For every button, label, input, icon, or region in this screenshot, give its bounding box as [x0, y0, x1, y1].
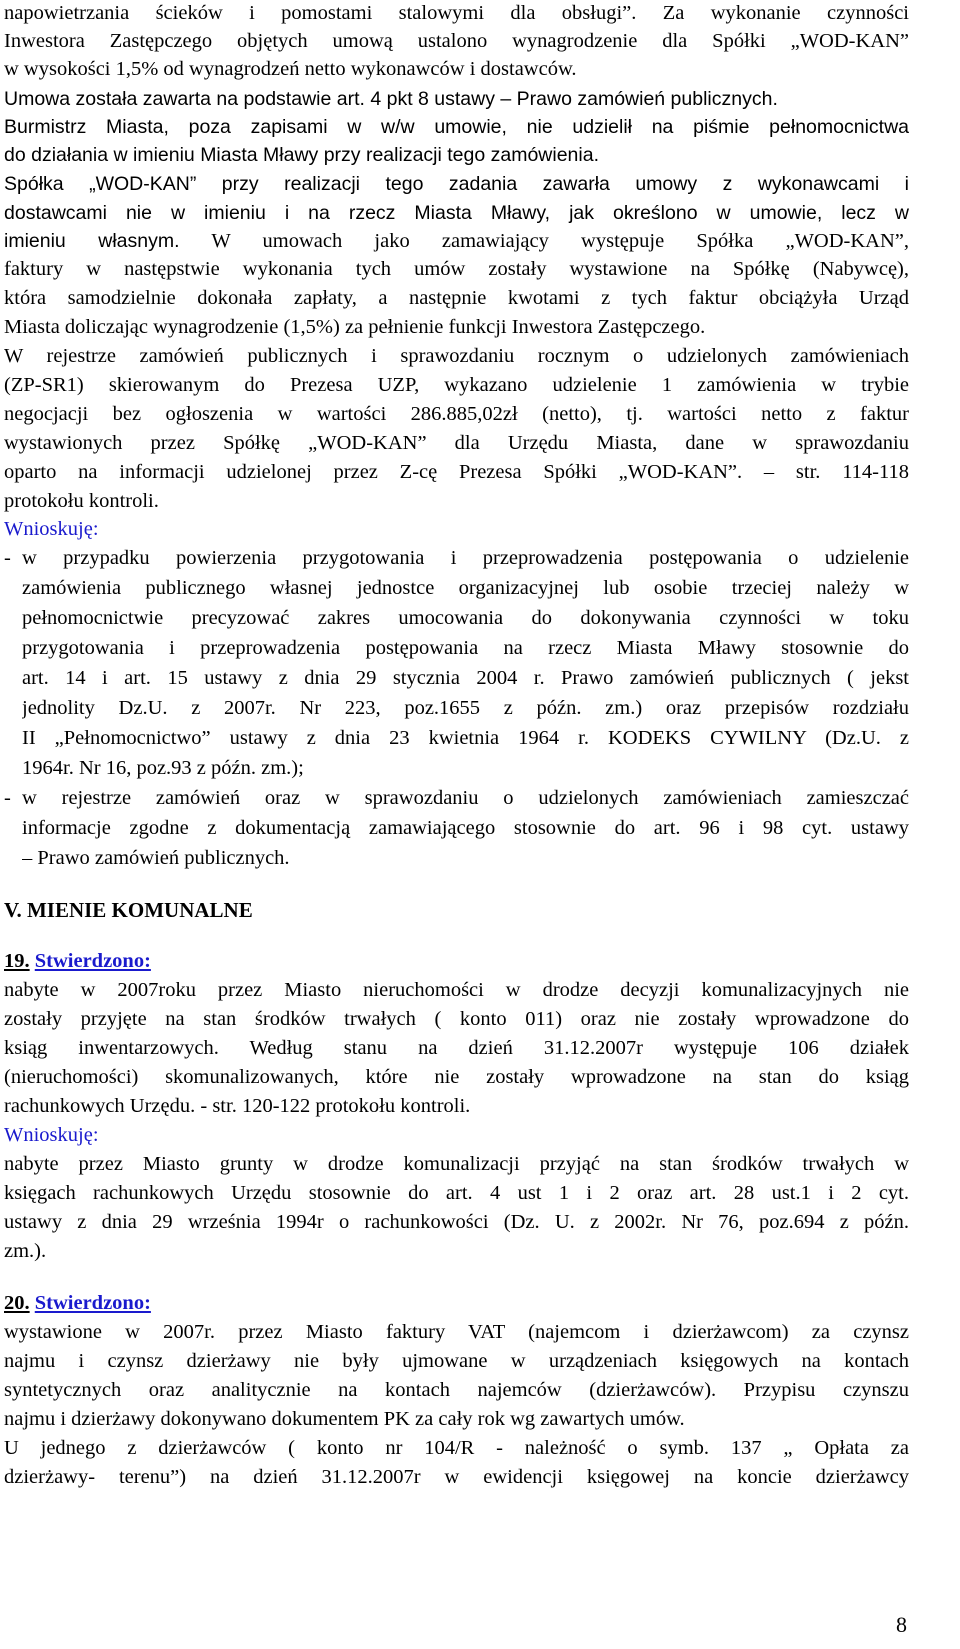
text-line: U jednego z dzierżawców ( konto nr 104/R - należność o symb. 137 „ Opłata za — [4, 1437, 909, 1459]
text-line: ustawy z dnia 29 września 1994r o rachunkowości (Dz. U. z 2002r. Nr 76, poz.694 z późn. — [4, 1211, 909, 1233]
text-line: II „Pełnomocnictwo” ustawy z dnia 23 kwietnia 1964 r. KODEKS CYWILNY (Dz.U. z — [22, 727, 909, 749]
text-line: art. 14 i art. 15 ustawy z dnia 29 stycznia 2004 r. Prawo zamówień publicznych ( jekst — [22, 667, 909, 689]
text-line: (ZP-SR1) skierowanym do Prezesa UZP, wykazano udzielenie 1 zamówienia w trybie — [4, 374, 909, 396]
bullet-dash: - — [4, 547, 11, 569]
item-number: 19. — [4, 950, 30, 972]
wnioskuje-label: Wnioskuję: — [4, 1124, 99, 1146]
text-line: do działania w imieniu Miasta Mławy przy realizacji tego zamówienia. — [4, 144, 599, 166]
text-line: Spółka „WOD-KAN” przy realizacji tego zadania zawarła umowy z wykonawcami i — [4, 173, 909, 195]
text-line: nabyte w 2007roku przez Miasto nieruchomości w drodze decyzji komunalizacyjnych nie — [4, 979, 909, 1001]
text-line: ksiąg inwentarzowych. Według stanu na dzień 31.12.2007r występuje 106 działek — [4, 1037, 909, 1059]
text-line: oparto na informacji udzielonej przez Z-cę Prezesa Spółki „WOD-KAN”. – str. 114-118 — [4, 461, 909, 483]
text-line: zamówienia publicznego własnej jednostce organizacyjnej lub osobie trzeciej należy w — [22, 577, 909, 599]
text-line: w rejestrze zamówień oraz w sprawozdaniu o udzielonych zamówieniach zamieszczać — [22, 787, 909, 809]
stwierdzono-label: Stwierdzono: — [34, 1292, 151, 1314]
text-line: negocjacji bez ogłoszenia w wartości 286.885,02zł (netto), tj. wartości netto z faktur — [4, 403, 909, 425]
page-number: 8 — [896, 1612, 907, 1637]
text-line: w przypadku powierzenia przygotowania i przeprowadzenia postępowania o udzielenie — [22, 547, 909, 569]
text-line: dostawcami nie w imieniu i na rzecz Miasta Mławy, jak określono w umowie, lecz w — [4, 202, 909, 224]
stwierdzono-label: Stwierdzono: — [34, 950, 151, 972]
item-heading — [4, 1290, 909, 1316]
text-line: w wysokości 1,5% od wynagrodzeń netto wykonawców i dostawców. — [4, 58, 577, 80]
text-line: zostały przyjęte na stan środków trwałych ( konto 011) oraz nie zostały wprowadzone do — [4, 1008, 909, 1030]
text-line: informacje zgodne z dokumentacją zamawiającego stosownie do art. 96 i 98 cyt. ustawy — [22, 817, 909, 839]
text-line: która samodzielnie dokonała zapłaty, a następnie kwotami z tych faktur obciążyła Urząd — [4, 287, 909, 309]
text-line: dzierżawy- terenu”) na dzień 31.12.2007r w ewidencji księgowej na koncie dzierżawcy — [4, 1466, 909, 1488]
text-line: przygotowania i przeprowadzenia postępowania na rzecz Miasta Mławy stosownie do — [22, 637, 909, 659]
text-line: – Prawo zamówień publicznych. — [22, 847, 290, 869]
text-line: napowietrzania ścieków i pomostami stalowymi dla obsługi”. Za wykonanie czynności — [4, 2, 909, 24]
text-line: syntetycznych oraz analitycznie na kontach najemców (dzierżawców). Przypisu czynszu — [4, 1379, 909, 1401]
item-number: 20. — [4, 1292, 30, 1314]
text-line — [4, 228, 909, 254]
text-line: rachunkowych Urzędu. - str. 120-122 protokołu kontroli. — [4, 1095, 471, 1117]
text-line: księgach rachunkowych Urzędu stosownie do art. 4 ust 1 i 2 oraz art. 28 ust.1 i 2 cyt. — [4, 1182, 909, 1204]
text-line: Umowa została zawarta na podstawie art. 4 pkt 8 ustawy – Prawo zamówień publicznych. — [4, 88, 778, 110]
text-line: Burmistrz Miasta, poza zapisami w w/w umowie, nie udzielił na piśmie pełnomocnictwa — [4, 116, 909, 138]
bullet-dash: - — [4, 787, 11, 809]
text-line: najmu i czynsz dzierżawy nie były ujmowane w urządzeniach księgowych na kontach — [4, 1350, 909, 1372]
text-segment: imieniu własnym. — [4, 230, 180, 252]
text-line: nabyte przez Miasto grunty w drodze komunalizacji przyjąć na stan środków trwałych w — [4, 1153, 909, 1175]
text-line: pełnomocnictwie precyzować zakres umocowania do dokonywania czynności w toku — [22, 607, 909, 629]
item-heading — [4, 948, 909, 974]
text-line: (nieruchomości) skomunalizowanych, które nie zostały wprowadzone na stan do ksiąg — [4, 1066, 909, 1088]
text-line: wystawionych przez Spółkę „WOD-KAN” dla Urzędu Miasta, dane w sprawozdaniu — [4, 432, 909, 454]
text-line: jednolity Dz.U. z 2007r. Nr 223, poz.1655 z późn. zm.) oraz przepisów rozdziału — [22, 697, 909, 719]
text-line: wystawione w 2007r. przez Miasto faktury VAT (najemcom i dzierżawcom) za czynsz — [4, 1321, 909, 1343]
text-line: W rejestrze zamówień publicznych i sprawozdaniu rocznym o udzielonych zamówieniach — [4, 345, 909, 367]
text-segment: W umowach jako zamawiający występuje Spółka „WOD-KAN”, — [179, 230, 909, 252]
text-line: Miasta doliczając wynagrodzenie (1,5%) za pełnienie funkcji Inwestora Zastępczego. — [4, 316, 706, 338]
wnioskuje-label: Wnioskuję: — [4, 518, 99, 540]
section-heading: V. MIENIE KOMUNALNE — [4, 898, 253, 922]
text-line: protokołu kontroli. — [4, 490, 159, 512]
text-line: najmu i dzierżawy dokonywano dokumentem PK za cały rok wg zawartych umów. — [4, 1408, 685, 1430]
text-line: Inwestora Zastępczego objętych umową ustalono wynagrodzenie dla Spółki „WOD-KAN” — [4, 30, 909, 52]
text-line: 1964r. Nr 16, poz.93 z późn. zm.); — [22, 757, 304, 779]
text-line: faktury w następstwie wykonania tych umów zostały wystawione na Spółkę (Nabywcę), — [4, 258, 909, 280]
text-line: zm.). — [4, 1240, 47, 1262]
